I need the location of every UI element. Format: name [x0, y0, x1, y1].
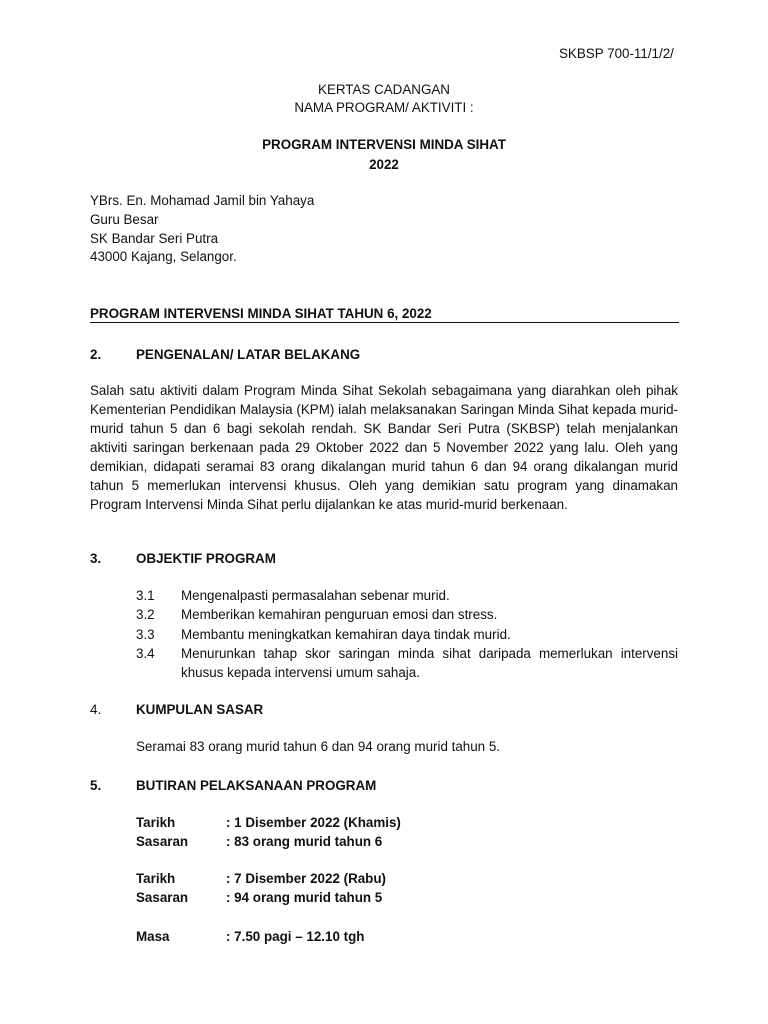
address-line: YBrs. En. Mohamad Jamil bin Yahaya: [90, 193, 315, 208]
objective-number: 3.1: [136, 588, 155, 603]
section-3-title: OBJEKTIF PROGRAM: [136, 551, 276, 566]
detail-value: : 83 orang murid tahun 6: [226, 834, 383, 849]
header-title: PROGRAM INTERVENSI MINDA SIHAT: [262, 137, 506, 152]
detail-value: : 7.50 pagi – 12.10 tgh: [226, 929, 365, 944]
detail-label: Sasaran: [136, 834, 189, 849]
section-2-body: Salah satu aktiviti dalam Program Minda Sihat Sekolah sebagaimana yang diarahkan oleh pihak Kementerian Pendidikan Malaysia (KPM) ialah melaksanakan Saringan Minda Sihat kepada murid-murid tahun 5 dan 6 bagi sekolah rendah. SK Bandar Seri Putra (SKBSP) telah menjalankan aktiviti saringan berkenaan pada 29 Oktober 2022 dan 5 November 2022 yang lalu. Oleh yang demikian, didapati seramai 83 orang dikalangan murid tahun 6 dan 94 orang dikalangan murid tahun 5 memerlukan intervensi khusus. Oleh yang demikian satu program yang dinamakan Program Intervensi Minda Sihat perlu dijalankan ke atas murid-murid berkenaan.: [90, 383, 678, 512]
address-line: SK Bandar Seri Putra: [90, 231, 219, 246]
detail-value: : 1 Disember 2022 (Khamis): [226, 815, 401, 830]
detail-label: Tarikh: [136, 871, 176, 886]
section-5-number: 5.: [90, 778, 102, 793]
detail-label: Sasaran: [136, 890, 189, 905]
heading-divider: [90, 322, 679, 323]
header-program-name-label: NAMA PROGRAM/ AKTIVITI :: [294, 100, 474, 115]
section-2-number: 2.: [90, 347, 102, 362]
section-5-title: BUTIRAN PELAKSANAAN PROGRAM: [136, 778, 377, 793]
objective-text: Membantu meningkatkan kemahiran daya tindak murid.: [181, 627, 511, 642]
section-2-title: PENGENALAN/ LATAR BELAKANG: [136, 347, 361, 362]
objective-number: 3.4: [136, 646, 155, 661]
detail-label: Tarikh: [136, 815, 176, 830]
section-4-title: KUMPULAN SASAR: [136, 702, 264, 717]
address-line: Guru Besar: [90, 212, 159, 227]
objective-text-continuation: khusus kepada intervensi umum sahaja.: [181, 665, 420, 680]
detail-value: : 7 Disember 2022 (Rabu): [226, 871, 387, 886]
detail-value: : 94 orang murid tahun 5: [226, 890, 383, 905]
section-4-number: 4.: [90, 702, 102, 717]
program-heading: PROGRAM INTERVENSI MINDA SIHAT TAHUN 6, 2022: [90, 306, 432, 321]
objective-text: Memberikan kemahiran penguruan emosi dan stress.: [181, 607, 498, 622]
detail-label: Masa: [136, 929, 170, 944]
header-year: 2022: [369, 157, 399, 172]
section-4-body: Seramai 83 orang murid tahun 6 dan 94 orang murid tahun 5.: [136, 739, 501, 754]
address-line: 43000 Kajang, Selangor.: [90, 249, 237, 264]
objective-text: Mengenalpasti permasalahan sebenar murid.: [181, 588, 450, 603]
objective-text: Menurunkan tahap skor saringan minda sihat daripada memerlukan intervensi: [181, 646, 678, 661]
section-3-number: 3.: [90, 551, 102, 566]
objective-number: 3.3: [136, 627, 155, 642]
objective-number: 3.2: [136, 607, 155, 622]
header-proposal-label: KERTAS CADANGAN: [318, 82, 450, 97]
document-reference: SKBSP 700-11/1/2/: [559, 46, 674, 61]
